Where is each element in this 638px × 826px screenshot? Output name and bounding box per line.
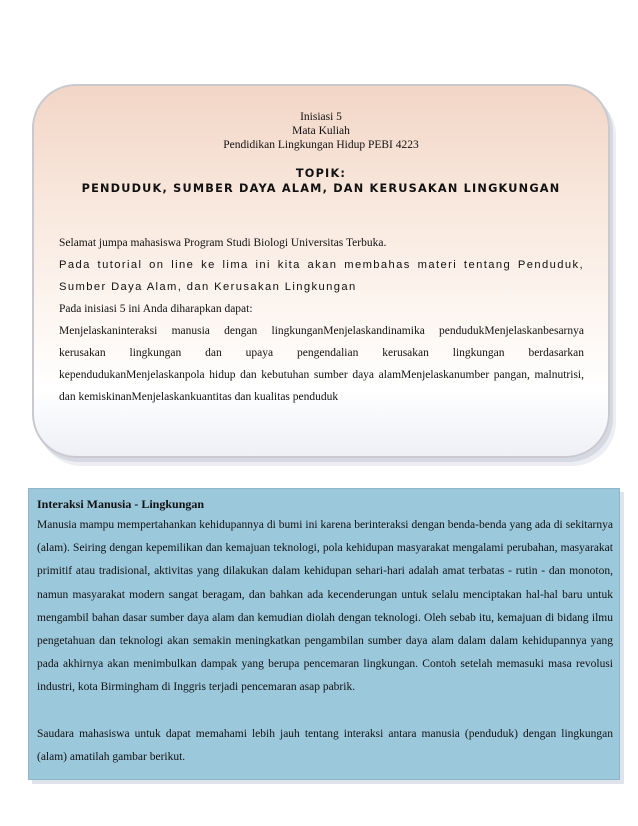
tutorial-text: Pada tutorial on line ke lima ini kita akan membahas materi tentang Penduduk, Sumber Daya Alam, dan Kerusakan Lingkungan (59, 259, 584, 293)
course-label: Mata Kuliah (292, 125, 350, 137)
topic-title: PENDUDUK, SUMBER DAYA ALAM, DAN KERUSAKAN LINGKUNGAN (81, 182, 561, 195)
intro-body (59, 232, 584, 408)
course-name: Pendidikan Lingkungan Hidup PEBI 4223 (223, 139, 419, 151)
intro-card (32, 84, 610, 458)
paragraph-spacer (37, 700, 613, 723)
expectation-text: Pada inisiasi 5 ini Anda diharapkan dapat: (59, 303, 253, 315)
course-header (34, 110, 608, 152)
section-paragraph-2: Saudara mahasiswa untuk dapat memahami lebih jauh tentang interaksi antara manusia (penduduk) dengan lingkungan (alam) amatilah gambar berikut. (37, 727, 613, 763)
welcome-text: Selamat jumpa mahasiswa Program Studi Biologi Universitas Terbuka. (59, 237, 387, 249)
section-paragraph-1: Manusia mampu mempertahankan kehidupannya di bumi ini karena berinteraksi dengan benda-benda yang ada di sekitarnya (alam). Seiring dengan kepemilikan dan kemajuan teknologi, pola kehidupan masyarakat mengalami perubahan, masyarakat primitif atau tradisional, aktivitas yang dilakukan dalam kehidupan sehari-hari adalah amat terbatas - rutin - dan monoton, namun masyarakat modern sangat beragam, dan bahkan ada kecenderungan untuk selalu menciptakan hal-hal baru untuk mengambil bahan dasar sumber daya alam dan kemudian diolah dengan teknologi. Oleh sebab itu, kemajuan di bidang ilmu pengetahuan dan teknologi akan semakin meningkatkan pengambilan sumber daya alam dalam dalam kehidupannya yang pada akhirnya akan menimbulkan dampak yang berupa pencemaran lingkungan. Contoh setelah memasuki masa revolusi industri, kota Birmingham di Inggris terjadi pencemaran asap pabrik. (37, 519, 613, 694)
topic-heading (34, 166, 608, 196)
content-section (28, 488, 620, 780)
objectives-text: Menjelaskaninteraksi manusia dengan lingkunganMenjelaskandinamika pendudukMenjelaskanbesarnya kerusakan lingkungan dan upaya pengendalian kerusakan lingkungan berdasarkan kependudukanMenjelaskanpola hidup dan kebutuhan sumber daya alamMenjelaskanumber pangan, malnutrisi, dan kemiskinanMenjelaskankuantitas dan kualitas penduduk (59, 325, 584, 403)
initiation-number: Inisiasi 5 (300, 111, 342, 123)
section-title: Interaksi Manusia - Lingkungan (37, 497, 205, 511)
topic-label: TOPIK: (295, 167, 347, 180)
